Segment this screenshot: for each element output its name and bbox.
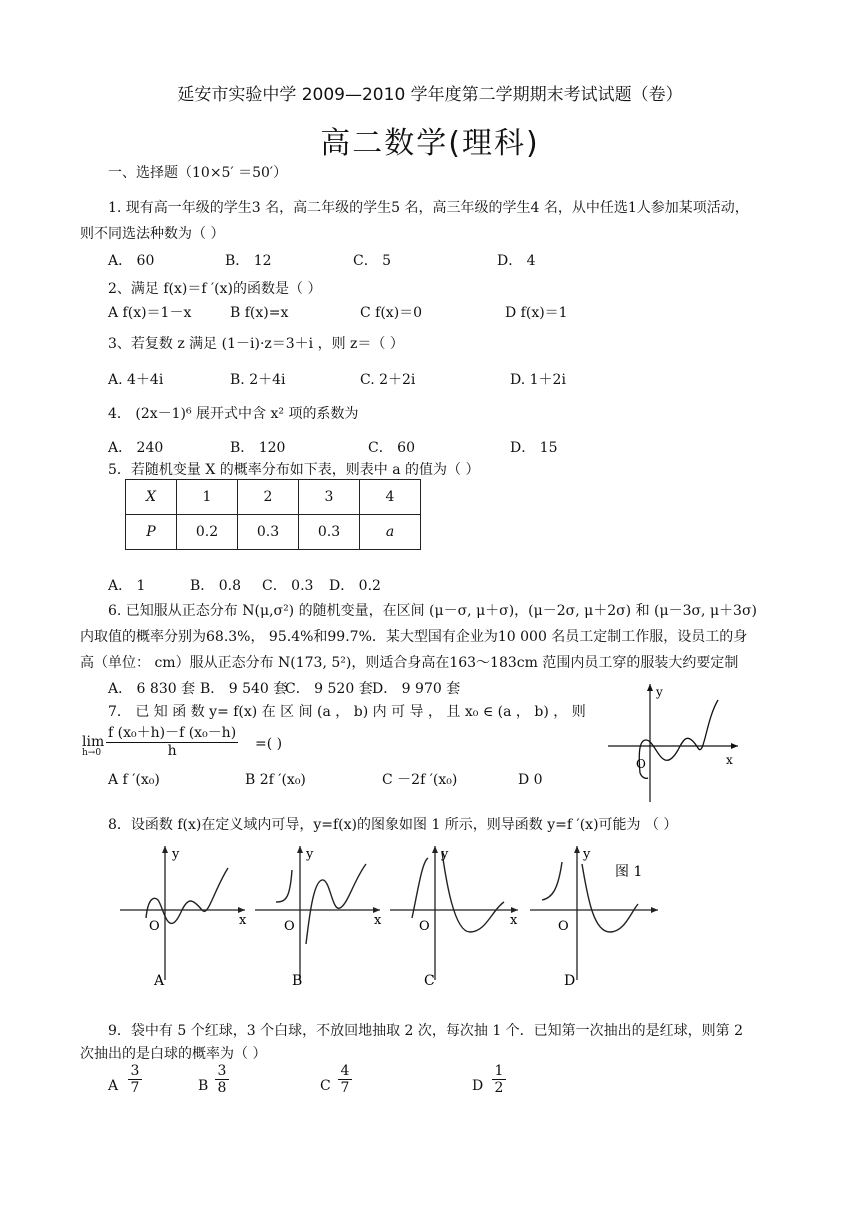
q3-option-b: B. 2＋4i xyxy=(230,372,286,388)
q8-d-y: y xyxy=(583,847,591,862)
q9-option-a-letter: A xyxy=(108,1078,119,1094)
q9-option-c-fraction xyxy=(338,1063,352,1096)
q4-stem: 4． (2x－1)⁶ 展开式中含 x² 项的系数为 xyxy=(108,406,359,422)
table-cell: 2 xyxy=(238,480,299,515)
q7-option-b: B 2f ′(x₀) xyxy=(245,772,306,788)
q9-d-num: 1 xyxy=(492,1063,506,1080)
q7-origin-label: O xyxy=(636,757,646,771)
q7-tail: =( ) xyxy=(255,736,283,752)
q9-option-b-letter: B xyxy=(198,1078,209,1094)
q8-a-letter: A xyxy=(154,973,165,989)
q6-line1: 6. 已知服从正态分布 N(μ,σ²) 的随机变量，在区间 (μ－σ, μ＋σ)，(μ－2σ, μ＋2σ) 和 (μ－3σ, μ＋3σ) xyxy=(108,603,757,619)
q2-option-d: D f(x)＝1 xyxy=(505,305,568,321)
q8-a-x: x xyxy=(239,913,247,928)
q7-option-a: A f ′(x₀) xyxy=(108,772,160,788)
distribution-table xyxy=(125,479,421,550)
q8-graph-a xyxy=(120,846,247,989)
q4-option-a: A． 240 xyxy=(108,440,164,456)
q8-c-o: O xyxy=(419,919,430,934)
q3-option-c: C. 2＋2i xyxy=(360,372,416,388)
q9-option-d-letter: D xyxy=(472,1078,484,1094)
q5-option-d: D． 0.2 xyxy=(329,578,381,594)
q8-graph-d xyxy=(530,846,658,989)
q8-graph-b xyxy=(255,846,382,989)
q8-stem: 8．设函数 f(x)在定义域内可导，y=f(x)的图象如图 1 所示，则导函数 y=f ′(x)可能为 （ ） xyxy=(108,817,678,833)
q9-b-den: 8 xyxy=(217,1080,227,1096)
q8-a-o: O xyxy=(149,919,160,934)
table-cell: a xyxy=(360,515,421,550)
q6-line3: 高（单位： cm）服从正态分布 N(173, 5²)，则适合身高在163～183cm 范围内员工穿的服装大约要定制 xyxy=(80,655,739,671)
q1-line2: 则不同选法种数为（ ） xyxy=(80,226,225,242)
q8-a-y: y xyxy=(172,847,180,862)
q6-line2: 内取值的概率分别为68.3%， 95.4%和99.7%．某大型国有企业为10 000 名员工定制工作服，设员工的身 xyxy=(80,629,748,645)
table-cell: 0.3 xyxy=(238,515,299,550)
q7-denominator: h xyxy=(167,743,177,759)
q7-lim-sub: h→0 xyxy=(82,748,102,758)
table-cell: X xyxy=(126,480,177,515)
q8-d-o: O xyxy=(558,919,569,934)
q2-option-b: B f(x)=x xyxy=(230,305,289,321)
q6-option-d: D． 9 970 套 xyxy=(372,681,461,697)
table-cell: 4 xyxy=(360,480,421,515)
q2-option-c: C f(x)＝0 xyxy=(360,305,423,321)
q7-option-c: C －2f ′(x₀) xyxy=(382,772,458,788)
q7-lim: lim xyxy=(82,734,105,750)
q9-a-den: 7 xyxy=(130,1080,140,1096)
q9-line2: 次抽出的是白球的概率为（ ） xyxy=(80,1046,267,1062)
q8-c-letter: C xyxy=(424,973,435,989)
q2-option-a: A f(x)＝1－x xyxy=(108,305,192,321)
q5-option-b: B． 0.8 xyxy=(190,578,242,594)
q8-b-x: x xyxy=(374,913,382,928)
q4-option-d: D． 15 xyxy=(510,440,558,456)
q9-c-num: 4 xyxy=(338,1063,352,1080)
q7-line1: 7． 已 知 函 数 y= f(x) 在 区 间 (a ， b) 内 可 导 ， 且 x₀ ∈ (a ， b) ， 则 xyxy=(108,704,586,720)
q9-line1: 9．袋中有 5 个红球，3 个白球，不放回地抽取 2 次，每次抽 1 个．已知第一次抽出的是红球，则第 2 xyxy=(108,1023,744,1039)
section-heading: 一、选择题（10×5′ ＝50′） xyxy=(108,165,288,181)
q3-option-d: D. 1＋2i xyxy=(510,372,566,388)
q9-a-num: 3 xyxy=(128,1063,142,1080)
q6-option-a: A． 6 830 套 xyxy=(108,681,196,697)
q9-b-num: 3 xyxy=(215,1063,229,1080)
q8-d-letter: D xyxy=(564,973,576,989)
q5-stem: 5．若随机变量 X 的概率分布如下表，则表中 a 的值为（ ） xyxy=(108,462,480,478)
q2-stem: 2、满足 f(x)＝f ′(x)的函数是（ ） xyxy=(108,281,322,297)
q5-option-a: A． 1 xyxy=(108,578,146,594)
q9-option-d-fraction xyxy=(492,1063,506,1096)
q7-numerator: f (x₀＋h)－f (x₀－h) xyxy=(106,722,238,743)
q8-b-letter: B xyxy=(292,973,303,989)
q9-d-den: 2 xyxy=(494,1080,504,1096)
q6-option-b: B． 9 540 套 xyxy=(200,681,288,697)
subject-title: 高二数学(理科) xyxy=(320,126,540,161)
q7-fraction xyxy=(106,722,238,759)
q8-b-y: y xyxy=(306,847,314,862)
q9-c-den: 7 xyxy=(340,1080,350,1096)
q9-option-c-letter: C xyxy=(320,1078,331,1094)
q3-option-a: A. 4＋4i xyxy=(108,372,164,388)
q5-option-c: C． 0.3 xyxy=(262,578,314,594)
q7-function-graph xyxy=(600,680,750,810)
q9-option-a-fraction xyxy=(128,1063,142,1096)
table-cell: P xyxy=(126,515,177,550)
q7-option-d: D 0 xyxy=(518,772,543,788)
q4-option-b: B． 120 xyxy=(230,440,286,456)
table-row xyxy=(126,515,421,550)
table-cell: 0.2 xyxy=(177,515,238,550)
q8-c-y: y xyxy=(441,847,449,862)
q7-x-label: x xyxy=(726,753,733,767)
table-cell: 3 xyxy=(299,480,360,515)
q1-option-a: A． 60 xyxy=(108,253,155,269)
q8-graph-c xyxy=(390,846,518,989)
q8-c-x: x xyxy=(510,913,518,928)
q9-option-b-fraction xyxy=(215,1063,229,1096)
q1-option-c: C． 5 xyxy=(353,253,392,269)
table-cell: 1 xyxy=(177,480,238,515)
q1-option-b: B． 12 xyxy=(225,253,272,269)
q8-figure-caption: 图 1 xyxy=(615,864,643,880)
table-row xyxy=(126,480,421,515)
q1-option-d: D． 4 xyxy=(497,253,536,269)
q6-option-c: C． 9 520 套 xyxy=(285,681,373,697)
school-title: 延安市实验中学 2009—2010 学年度第二学期期末考试试题（卷） xyxy=(177,85,683,105)
q4-option-c: C． 60 xyxy=(368,440,415,456)
q1-line1: 1. 现有高一年级的学生3 名，高二年级的学生5 名，高三年级的学生4 名，从中任选1人参加某项活动， xyxy=(108,200,749,216)
q3-stem: 3、若复数 z 满足 (1－i)·z＝3＋i ，则 z＝（ ） xyxy=(108,336,404,352)
q8-graphs-figure xyxy=(110,840,670,1000)
q8-b-o: O xyxy=(284,919,295,934)
q7-y-label: y xyxy=(656,685,663,699)
table-cell: 0.3 xyxy=(299,515,360,550)
